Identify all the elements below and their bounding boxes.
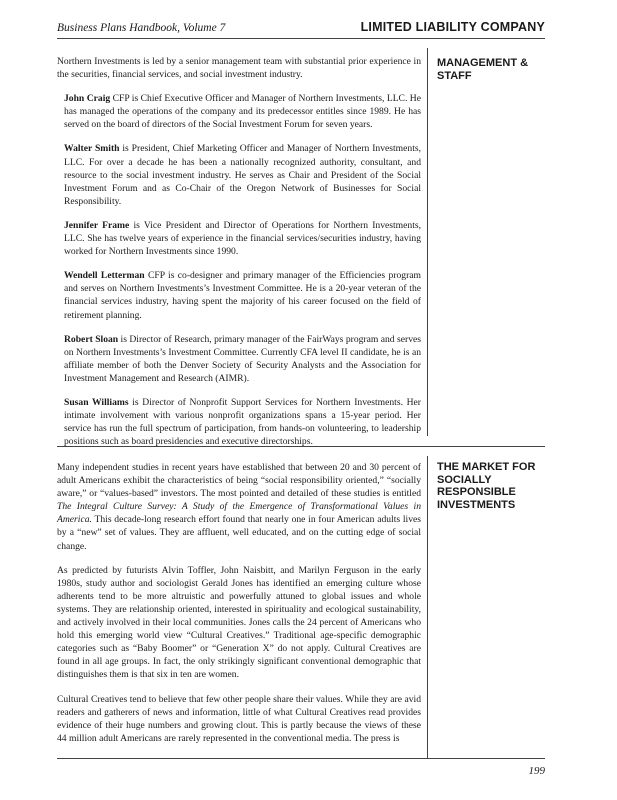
person-paragraph bbox=[57, 142, 421, 207]
section-title: LIMITED LIABILITY COMPANY bbox=[360, 20, 545, 34]
person-paragraph bbox=[57, 396, 421, 448]
footer-rule bbox=[57, 758, 545, 759]
person-bio: CFP is Chief Executive Officer and Manager of Northern Investments, LLC. He has managed the operations of the company and its predecessor entitles since 1989. He has served on the board of directors of the Social Investment Forum for seven years. bbox=[64, 93, 421, 131]
header-rule bbox=[57, 38, 545, 39]
person-name: Robert Sloan bbox=[64, 333, 119, 345]
market-paragraph: Cultural Creatives tend to believe that few other people share their values. While they are avid readers and gatherers of news and information, little of what Cultural Creatives read provides evidence of their huge numbers and growing clout. This is partly because the views of these 44 million adult Americans are rarely represented in the conventional media. The press is bbox=[57, 693, 421, 744]
column-divider bbox=[427, 48, 428, 436]
study-title: The Integral Culture Survey: A Study of the Emergence of Transformational Values in America. bbox=[57, 501, 421, 526]
management-intro: Northern Investments is led by a senior management team with substantial prior experience in the securities, financial services, and social investment industry. bbox=[57, 56, 421, 81]
market-paragraph: As predicted by futurists Alvin Toffler, John Naisbitt, and Marilyn Ferguson in the early 1980s, study author and sociologist Gerald Jones has identified an emerging culture whose adherents tend to be more altruistic and powerfully attuned to global issues and whole systems. They are relationship oriented, interested in spirituality and ecological sustainability, and actively involved in their local communities. Jones calls the 24 percent of Americans who hold this emerging world view “Cultural Creatives.” Traditional age-specific demographic categories such as “Baby Boomer” or “Generation X” do not apply. Cultural Creatives are found in all age groups. In fact, the only strikingly significant conventional demographic that distinguishes them is that six in ten are women. bbox=[57, 564, 421, 681]
person-bio: is Vice President and Director of Operations for Northern Investments, LLC. She has twelve years of experience in the financial services/securities industry, having worked for Northern Investments since 1990. bbox=[64, 219, 421, 258]
management-section bbox=[57, 55, 421, 459]
management-heading: MANAGEMENT & STAFF bbox=[437, 57, 529, 82]
book-title: Business Plans Handbook, Volume 7 bbox=[57, 22, 226, 34]
market-paragraph: Many independent studies in recent years have established that between 20 and 30 percent of adult Americans exhibit the characteristics of being “social responsibility oriented,” “socially aware,” or “values-based” investors. The most pointed and detailed of these studies is entitled The Integral Culture Survey: A Study of the Emergence of Transformational Values in America. This decade-long research effort found that nearly one in four American adults lives by a “new” set of values. They are affluent, well educated, and on the cutting edge of social change. bbox=[57, 462, 421, 552]
section-divider bbox=[57, 446, 545, 447]
person-name: Walter Smith bbox=[64, 143, 120, 155]
person-paragraph bbox=[57, 92, 421, 131]
person-name: John Craig bbox=[64, 93, 111, 105]
page-number: 199 bbox=[528, 765, 545, 777]
person-bio: CFP is co-designer and primary manager of the Efficiencies program and serves on Northern Investments’s Investment Committee. He is a 20-year veteran of the financial services industry, having spent the majority of his career focused on the field of retirement planning. bbox=[64, 270, 421, 321]
market-heading: THE MARKET FOR SOCIALLY RESPONSIBLE INVESTMENTS bbox=[437, 461, 536, 511]
person-bio: is Director of Nonprofit Support Services for Northern Investments. Her intimate involvement with various nonprofit organizations spans a 15-year period. Her service has run the full spectrum of participation, from hands-on volunteering, to leadership positions such as board presidencies and executive directorships. bbox=[64, 396, 421, 448]
person-name: Susan Williams bbox=[64, 396, 129, 408]
person-name: Jennifer Frame bbox=[64, 219, 130, 231]
person-name: Wendell Letterman bbox=[64, 270, 145, 282]
person-paragraph bbox=[57, 219, 421, 258]
person-bio: is Director of Research, primary manager of the FairWays program and serves on Northern Investments’s Investment Committee. Currently CFA level II candidate, he is an affiliate member of both the Denver Society of Security Analysts and the Association for Investment Management and Research (AIMR). bbox=[64, 333, 421, 384]
column-divider bbox=[427, 456, 428, 758]
market-section bbox=[57, 461, 421, 756]
person-paragraph bbox=[57, 333, 421, 385]
person-paragraph bbox=[57, 269, 421, 321]
person-bio: is President, Chief Marketing Officer and Manager of Northern Investments, LLC. For over a decade he has been a nationally recognized authority, consultant, and resource to the social investment industry. He serves as Chair and President of the Social Investment Forum and as Co-Chair of the Oregon Network of Businesses for Social Responsibility. bbox=[64, 143, 421, 207]
